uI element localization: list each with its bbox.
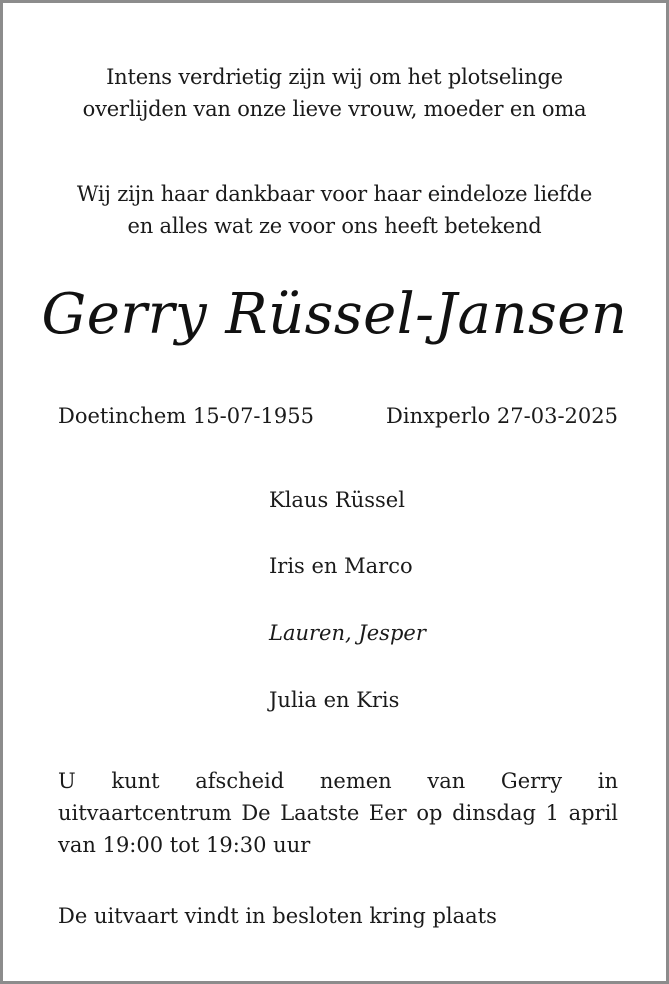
family-member: Julia en Kris	[269, 688, 400, 712]
gratitude-text	[43, 178, 626, 242]
intro-line: Intens verdrietig zijn wij om het plotselinge	[106, 65, 563, 89]
family-member: Klaus Rüssel	[269, 488, 405, 512]
death-place-date: Dinxperlo 27-03-2025	[386, 404, 618, 428]
birth-place-date: Doetinchem 15-07-1955	[58, 404, 314, 428]
farewell-notice: U kunt afscheid nemen van Gerry in uitvaartcentrum De Laatste Eer op dinsdag 1 april van 19:00 tot 19:30 uur	[58, 769, 618, 857]
deceased-name: Gerry Rüssel-Jansen	[41, 282, 628, 347]
intro-line: overlijden van onze lieve vrouw, moeder en oma	[82, 97, 587, 121]
funeral-notice: De uitvaart vindt in besloten kring plaats	[58, 904, 497, 928]
gratitude-line: en alles wat ze voor ons heeft betekend	[127, 214, 542, 238]
family-member-grandchildren: Lauren, Jesper	[269, 621, 426, 645]
intro-text	[43, 61, 626, 125]
family-member: Iris en Marco	[269, 554, 413, 578]
gratitude-line: Wij zijn haar dankbaar voor haar eindeloze liefde	[76, 182, 593, 206]
